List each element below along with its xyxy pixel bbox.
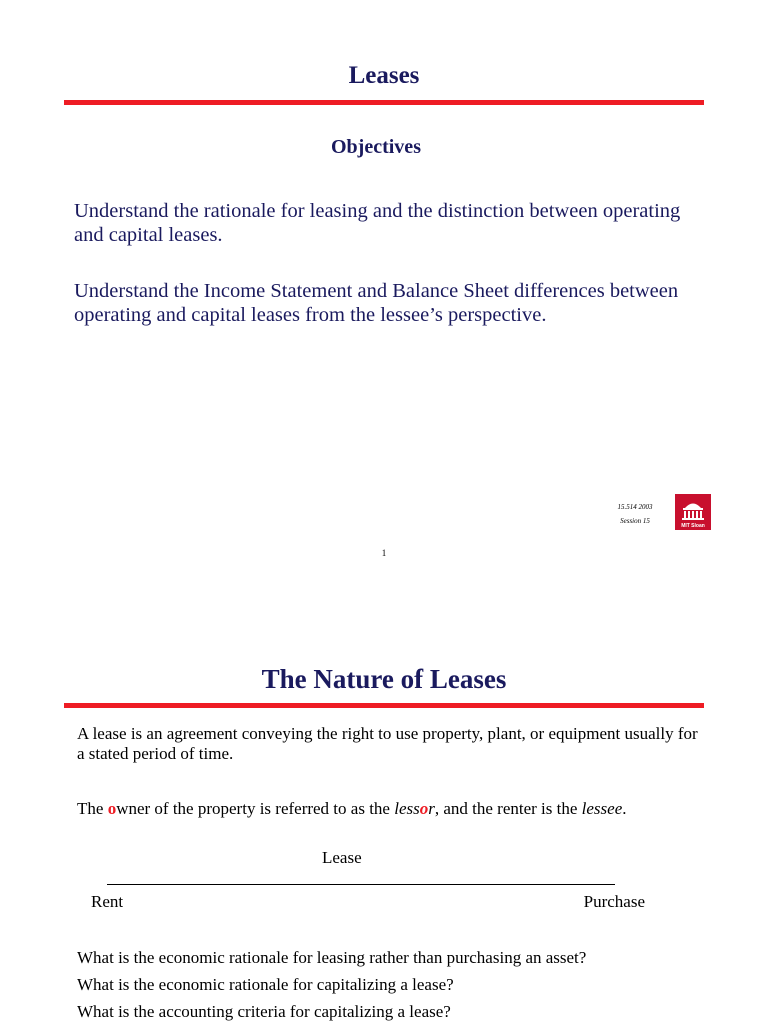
question-3: What is the accounting criteria for capitalizing a lease?: [77, 1002, 451, 1021]
mit-sloan-logo: [675, 494, 711, 530]
question-1: What is the economic rationale for leasing rather than purchasing an asset?: [77, 948, 587, 967]
question-2: What is the economic rationale for capitalizing a lease?: [77, 975, 454, 994]
slide1-title-rule: [64, 100, 704, 105]
spectrum-purchase-label: Purchase: [583, 892, 645, 911]
objective-1: Understand the rationale for leasing and the distinction between operating and capital leases.: [74, 200, 681, 246]
svg-text:MIT Sloan: MIT Sloan: [681, 523, 705, 529]
course-code: 15.514 2003: [617, 503, 653, 511]
dome-icon: [675, 494, 711, 530]
spectrum-line: [107, 884, 615, 885]
session-label: Session 15: [620, 517, 650, 525]
objective-2: Understand the Income Statement and Balance Sheet differences between operating and capital leases from the lessee’s perspective.: [74, 280, 679, 326]
page-number: 1: [381, 548, 387, 558]
lease-definition: A lease is an agreement conveying the right to use property, plant, or equipment usually for a stated period of time.: [77, 724, 698, 763]
owner-sentence: The owner of the property is referred to as the lessor, and the renter is the lessee.: [77, 799, 627, 818]
spectrum-rent-label: Rent: [91, 892, 124, 911]
slide2-title-rule: [64, 703, 704, 708]
slide2-title: The Nature of Leases: [261, 664, 507, 694]
slide1-title: Leases: [348, 62, 420, 89]
slide1-subtitle: Objectives: [331, 136, 421, 158]
spectrum-lease-label: Lease: [322, 848, 362, 867]
